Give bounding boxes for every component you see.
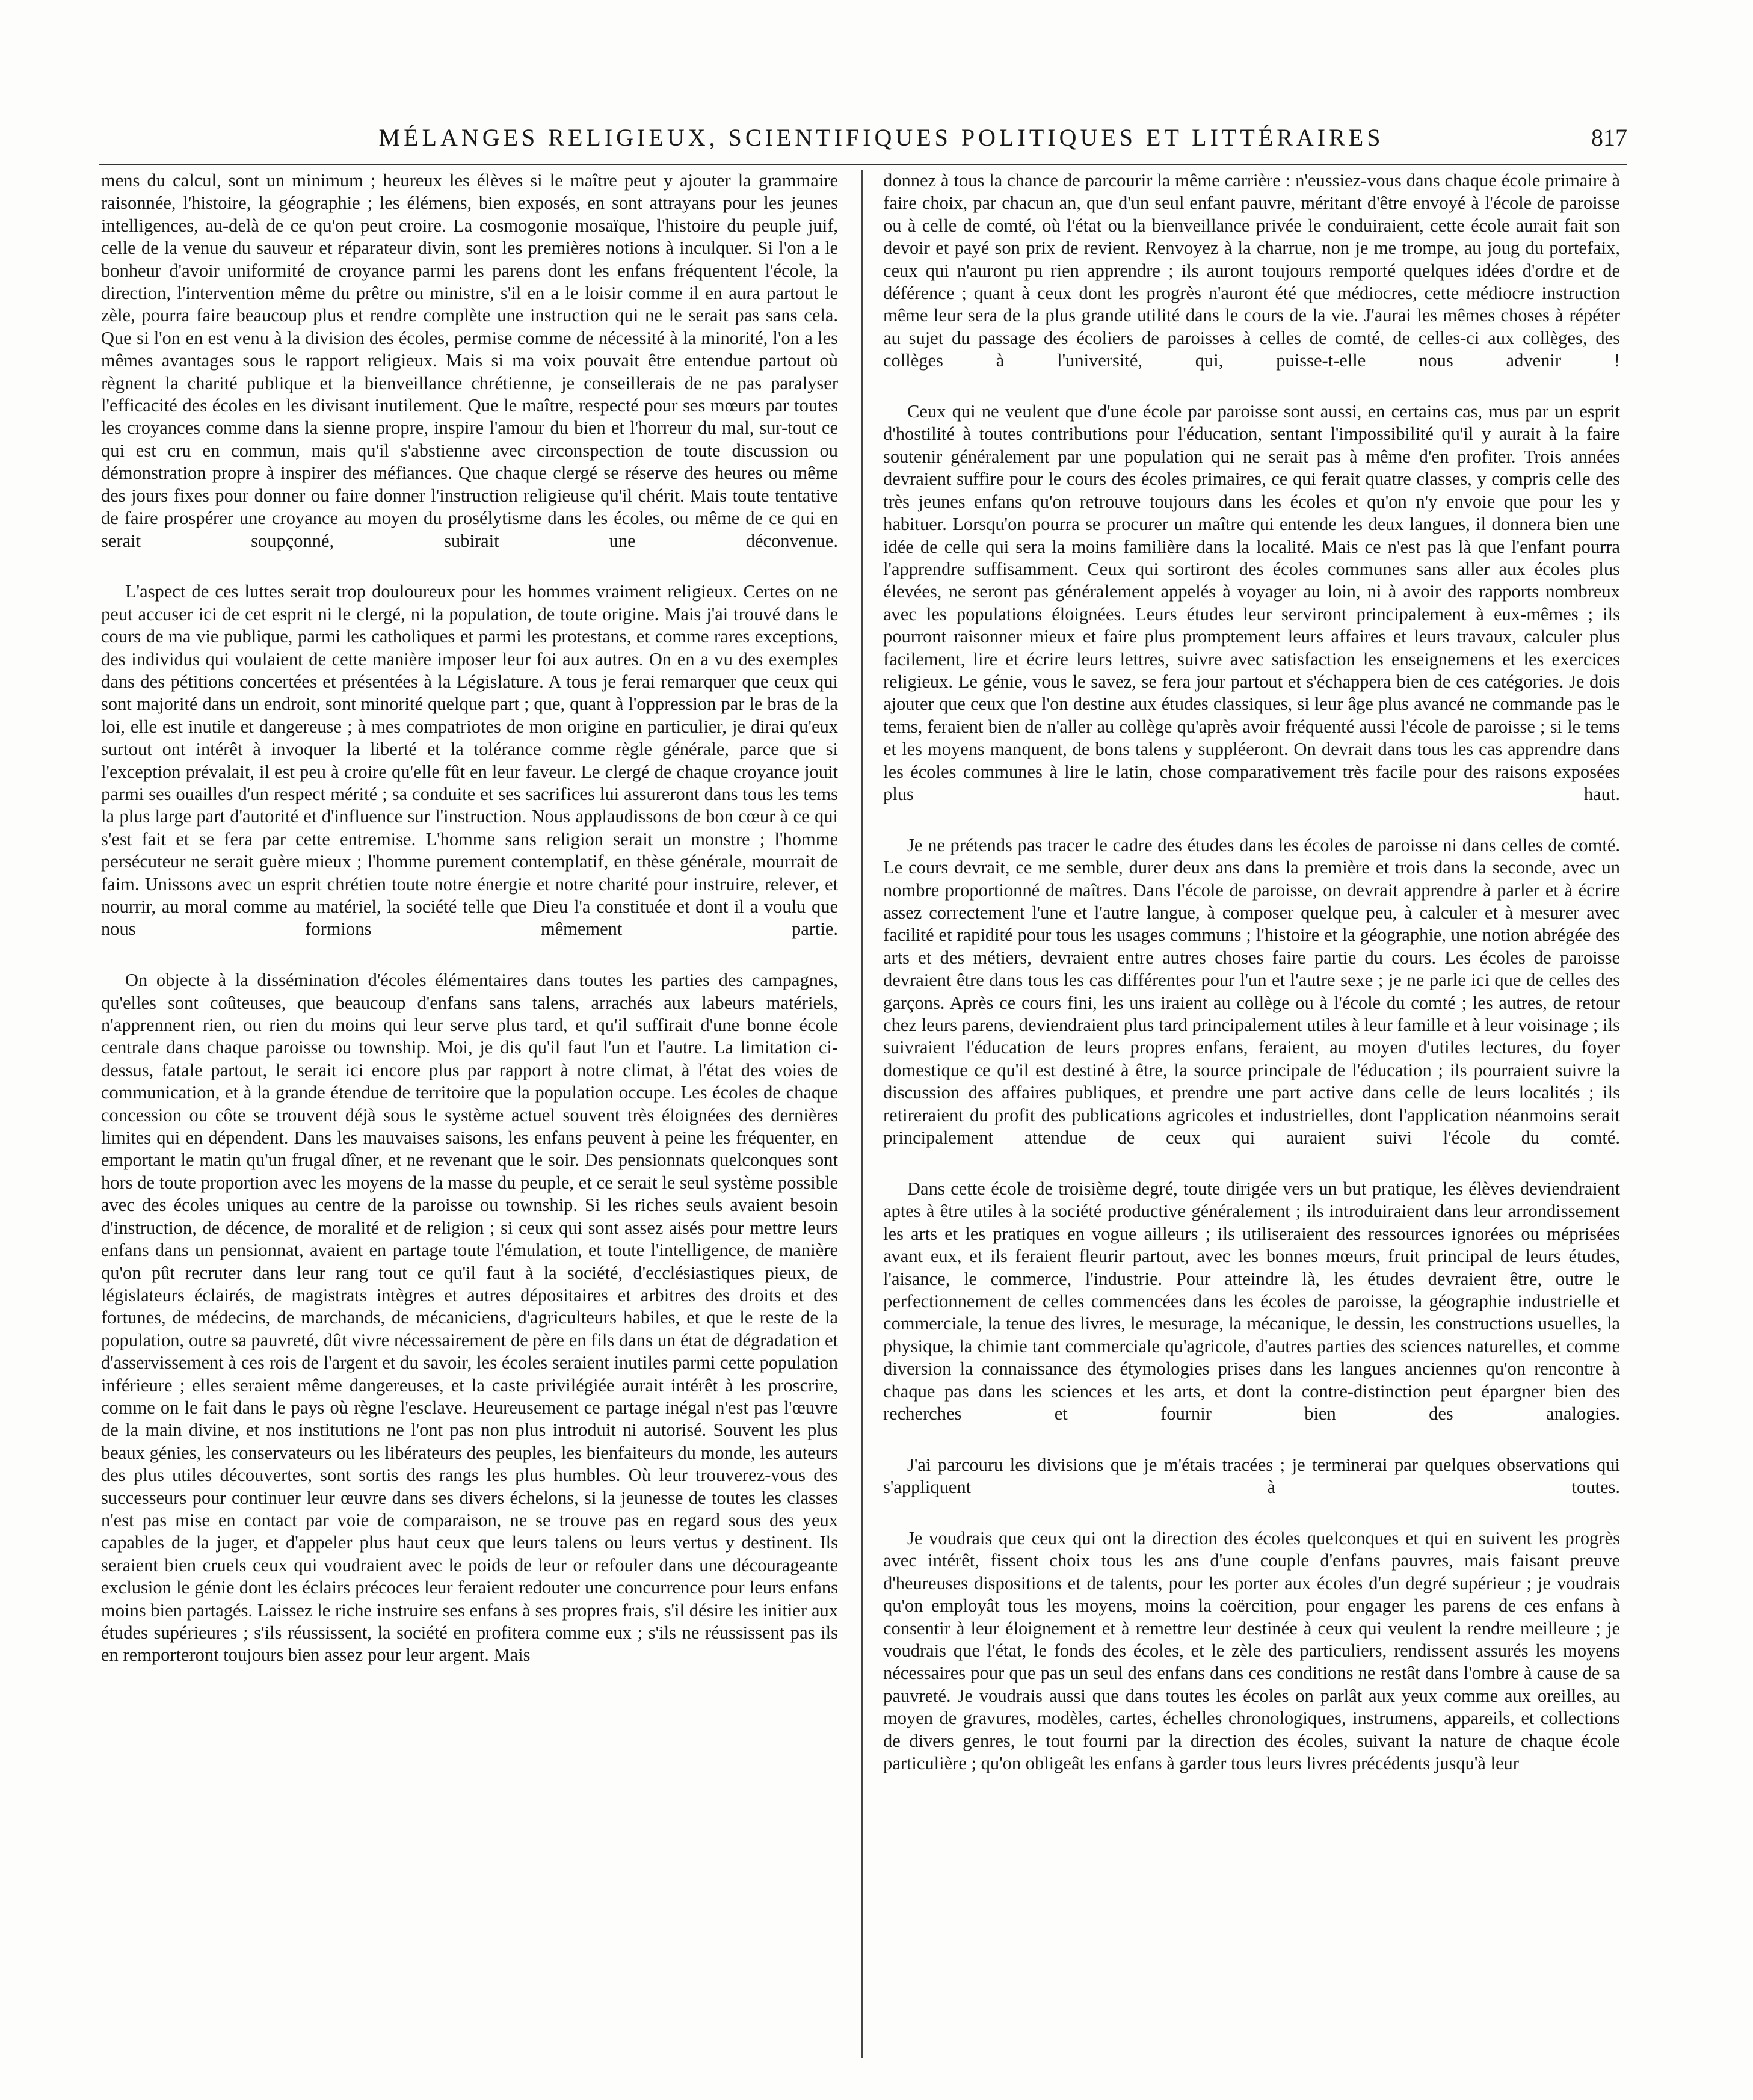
paragraph: On objecte à la dissémination d'écoles élémentaires dans toutes les parties des campagnes, qu'elles sont coûteuses, que beaucoup d'enfans sans talens, arrachés aux labeurs matériels, n'apprennent rien, ou rien du moins qui leur serve plus tard, et qu'il suffirait d'une bonne école centrale dans chaque paroisse ou township. Moi, je dis qu'il faut l'un et l'autre. La limitation ci-dessus, fatale partout, le serait ici encore plus par rapport à notre climat, à l'état des voies de communication, et à la grande étendue de territoire que la population occupe. Les écoles de chaque concession ou côte se trouvent déjà sous le système actuel souvent très éloignées des dernières limites qui en dépendent. Dans les mauvaises saisons, les enfans peuvent à peine les fréquenter, en emportant le matin qu'un frugal dîner, et ne revenant que le soir. Des pensionnats quelconques sont hors de toute proportion avec les moyens de la masse du peuple, et ce serait le seul système possible avec des écoles uniques au centre de la paroisse ou township. Si les riches seuls avaient besoin d'instruction, de décence, de moralité et de religion ; si ceux qui sont assez aisés pour mettre leurs enfans dans un pensionnat, avaient en partage toute l'émulation, et toute l'intelligence, de manière qu'on pût recruter dans leur rang tout ce qu'il faut à la société, d'ecclésiastiques pieux, de législateurs éclairés, de magistrats intègres et autres dépositaires et arbitres des droits et des fortunes, de médecins, de marchands, de mécaniciens, d'agriculteurs habiles, et que le reste de la population, outre sa pauvreté, dût vivre nécessairement de père en fils dans un état de dégradation et d'asservissement à ces rois de l'argent et du savoir, les écoles seraient inutiles parmi cette population inférieure ; elles seraient même dangereuses, et la caste privilégiée aurait intérêt à les proscrire, comme on le fait dans le pays où règne l'esclave. Heureusement ce partage inégal n'est pas l'œuvre de la main divine, et nos institutions ne l'ont pas non plus introduit ni autorisé. Souvent les plus beaux génies, les conservateurs ou les libérateurs des peuples, les bienfaiteurs du monde, les auteurs des plus utiles découvertes, sont sortis des rangs les plus humbles. Où leur trouverez-vous des successeurs pour continuer leur œuvre dans ses divers échelons, si la jeunesse de toutes les classes n'est pas mise en contact par voie de comparaison, ne se trouve pas en regard sous des yeux capables de la juger, et d'appeler plus haut ceux que leurs talens ou leurs vertus y destinent. Ils seraient bien cruels ceux qui voudraient avec le poids de leur or refouler dans une décourageante exclusion le génie dont les éclairs précoces leur feraient redouter une concurrence pour leurs enfans moins bien partagés. Laissez le riche instruire ses enfans à ses propres frais, s'il désire les initier aux études supérieures ; s'ils réussissent, la société en profitera comme eux ; s'ils ne réussissent pas ils en remporteront toujours bien assez pour leur argent. Mais <box>101 970 838 1666</box>
paragraph: Ceux qui ne veulent que d'une école par paroisse sont aussi, en certains cas, mus par un esprit d'hostilité à toutes contributions pour l'éducation, sentant l'impossibilité qu'il y aurait à la faire soutenir généralement par une population qui ne serait pas à même d'en profiter. Trois années devraient suffire pour le cours des écoles primaires, ce qui ferait quatre classes, y compris celle des très jeunes enfans qu'on retrouve toujours dans les écoles et qu'on n'y envoie que pour les y habituer. Lorsqu'on pourra se procurer un maître qui entende les deux langues, il donnera bien une idée de celle qui sera la moins familière dans la localité. Mais ce n'est pas là que l'enfant pourra l'apprendre suffisamment. Ceux qui sortiront des écoles communes sans aller aux écoles plus élevées, ne seront pas généralement appelés à voyager au loin, ni à avoir des rapports nombreux avec les populations éloignées. Leurs études leur serviront principalement à eux-mêmes ; ils pourront raisonner mieux et faire plus promptement leurs affaires et leurs travaux, calculer plus facilement, lire et écrire leurs lettres, suivre avec satisfaction les enseignemens et les exercices religieux. Le génie, vous le savez, se fera jour partout et s'échappera bien de ces catégories. Je dois ajouter que ceux que l'on destine aux études classiques, si leur âge plus avancé ne commande pas le tems, feraient bien de n'aller au collège qu'après avoir fréquenté aussi l'école de paroisse ; si le tems et les moyens manquent, de bons talens y suppléeront. On devrait dans tous les cas apprendre dans les écoles communes à lire le latin, chose comparativement très facile pour des raisons exposées plus haut. <box>883 401 1620 804</box>
paragraph: Je voudrais que ceux qui ont la direction des écoles quelconques et qui en suivent les progrès avec intérêt, fissent choix tous les ans d'une couple d'enfans pauvres, mais faisant preuve d'heureuses dispositions et de talents, pour les porter aux écoles d'un degré supérieur ; je voudrais qu'on employât tous les moyens, moins la coërcition, pour engager les parens de ces enfans à consentir à leur éloignement et à remettre leur destinée à ceux qui veulent la rendre meilleure ; je voudrais que l'état, le fonds des écoles, et le zèle des particuliers, rendissent assurés les moyens nécessaires pour que pas un seul des enfans dans ces conditions ne restât dans l'ombre à cause de sa pauvreté. Je voudrais aussi que dans toutes les écoles on parlât aux yeux comme aux oreilles, au moyen de gravures, modèles, cartes, échelles chronologiques, instrumens, appareils, et collections de divers genres, le tout fourni par la direction des écoles, suivant la nature de chaque école particulière ; qu'on obligeât les enfans à garder tous leurs livres précédents jusqu'à leur <box>883 1527 1620 1774</box>
header-rule <box>99 164 1627 165</box>
column-divider <box>861 170 863 2058</box>
running-title: MÉLANGES RELIGIEUX, SCIENTIFIQUES POLITIQUES ET LITTÉRAIRES <box>378 124 1384 151</box>
right-column <box>883 170 1620 2065</box>
paragraph: donnez à tous la chance de parcourir la même carrière : n'eussiez-vous dans chaque école primaire à faire choix, par chacun an, que d'un seul enfant pauvre, méritant d'être envoyé à l'école de paroisse ou à celle de comté, où l'état ou la bienveillance privée le conduiraient, cette école aurait fait son devoir et payé son prix de revient. Renvoyez à la charrue, non je me trompe, au joug du portefaix, ceux qui n'auront pu rien apprendre ; ils auront toujours remporté quelques idées d'ordre et de déférence ; quant à ceux dont les progrès n'auront été que médiocres, cette médiocre instruction même leur sera de la plus grande utilité dans le cours de la vie. J'aurai les mêmes choses à répéter au sujet du passage des écoliers de paroisses à celles de comté, de celles-ci aux collèges, des collèges à l'université, qui, puisse-t-elle nous advenir ! <box>883 170 1620 371</box>
page-number: 817 <box>1591 124 1627 151</box>
paragraph: mens du calcul, sont un minimum ; heureux les élèves si le maître peut y ajouter la grammaire raisonnée, l'histoire, la géographie ; les élémens, bien exposés, en sont attrayans pour les jeunes intelligences, au-delà de ce qu'on peut croire. La cosmogonie mosaïque, l'histoire du peuple juif, celle de la venue du sauveur et réparateur divin, sont les premières notions à inculquer. Si l'on a le bonheur d'avoir uniformité de croyance parmi les parens dont les enfans fréquentent l'école, la direction, l'intervention même du prêtre ou ministre, s'il en a le loisir comme il en aura partout le zèle, pourra faire beaucoup plus et rendre complète une instruction qui ne le serait pas sans cela. Que si l'on en est venu à la division des écoles, permise comme de nécessité à la minorité, l'on a les mêmes avantages sous le rapport religieux. Mais si ma voix pouvait être entendue partout où règnent la charité publique et la bienveillance chrétienne, je conseillerais de ne pas paralyser l'efficacité des écoles en les divisant inutilement. Que le maître, respecté pour ses mœurs par toutes les croyances comme dans la sienne propre, inspire l'amour du bien et l'horreur du mal, sur-tout ce qui est cru en commun, mais qu'il s'abstienne avec circonspection de toute discussion ou démonstration propre à inspirer des méfiances. Que chaque clergé se réserve des heures ou même des jours fixes pour donner ou faire donner l'instruction religieuse qu'il chérit. Mais toute tentative de faire prospérer une croyance au moyen du prosélytisme dans les écoles, ou même de ce qui en serait soupçonné, subirait une déconvenue. <box>101 170 838 551</box>
page-header <box>99 123 1627 165</box>
paragraph: L'aspect de ces luttes serait trop douloureux pour les hommes vraiment religieux. Certes on ne peut accuser ici de cet esprit ni le clergé, ni la population, de toute origine. Mais j'ai trouvé dans le cours de ma vie publique, parmi les catholiques et parmi les protestans, et comme rares exceptions, des individus qui voulaient de cette manière imposer leur foi aux autres. On en a vu des exemples dans des pétitions concertées et présentées à la Législature. A tous je ferai remarquer que ceux qui sont majorité dans un endroit, sont minorité quelque part ; que, quant à l'oppression par le bras de la loi, elle est inutile et dangereuse ; à mes compatriotes de mon origine en particulier, je dirai qu'eux surtout ont intérêt à invoquer la liberté et la tolérance comme règle générale, parce que si l'exception prévalait, il est peu à croire qu'elle fût en leur faveur. Le clergé de chaque croyance jouit parmi ses ouailles d'un respect mérité ; sa conduite et ses sacrifices lui assureront dans tous les tems la plus large part d'autorité et d'influence sur l'instruction. Nous applaudissons de bon cœur à ce qui s'est fait et se fera par cette entremise. L'homme sans religion serait un monstre ; l'homme persécuteur ne serait guère mieux ; l'homme purement contemplatif, en thèse générale, mourrait de faim. Unissons avec un esprit chrétien toute notre énergie et notre charité pour instruire, relever, et nourrir, au moral comme au matériel, la société telle que Dieu l'a constituée et dont il a voulu que nous formions mêmement partie. <box>101 581 838 940</box>
left-column <box>101 170 838 2065</box>
paragraph: Dans cette école de troisième degré, toute dirigée vers un but pratique, les élèves deviendraient aptes à être utiles à la société productive généralement ; ils introduiraient dans leur arrondissement les arts et les pratiques en vogue ailleurs ; ils utiliseraient des ressources ignorées ou méprisées avant eux, et ils feraient fleurir partout, avec les bonnes mœurs, fruit principal de leurs études, l'aisance, le commerce, l'industrie. Pour atteindre là, les études devraient être, outre le perfectionnement de celles commencées dans les écoles de paroisse, la géographie industrielle et commerciale, la tenue des livres, le mesurage, la mécanique, le dessin, les constructions usuelles, la physique, la chimie tant commerciale qu'agricole, d'autres parties des sciences naturelles, et comme diversion la connaissance des étymologies prises dans les langues anciennes qu'on rencontre à chaque pas dans les sciences et les arts, et dont la contre-distinction peut épargner bien des recherches et fournir bien des analogies. <box>883 1178 1620 1424</box>
paragraph: J'ai parcouru les divisions que je m'étais tracées ; je terminerai par quelques observations qui s'appliquent à toutes. <box>883 1454 1620 1498</box>
paragraph: Je ne prétends pas tracer le cadre des études dans les écoles de paroisse ni dans celles de comté. Le cours devrait, ce me semble, durer deux ans dans la première et trois dans la seconde, avec un nombre proportionné de maîtres. Dans l'école de paroisse, on devrait apprendre à parler et à écrire assez correctement l'une et l'autre langue, à composer quelque peu, à calculer et à mesurer avec facilité et rapidité pour tous les usages communs ; l'histoire et la géographie, une notion abrégée des arts et des métiers, devraient entre autres choses faire partie du cours. Les écoles de paroisse devraient être dans tous les cas différentes pour l'un et l'autre sexe ; je ne parle ici que de celles des garçons. Après ce cours fini, les uns iraient au collège ou à l'école du comté ; les autres, de retour chez leurs parens, deviendraient plus tard principalement utiles à leur famille et à leur voisinage ; ils suivraient l'éducation de leurs propres enfans, feraient, au moyen d'utiles lectures, du foyer domestique ce qu'il est destiné à être, la source principale de l'éducation ; ils pourraient suivre la discussion des affaires publiques, et prendre une part active dans celle de leurs localités ; ils retireraient du profit des publications agricoles et industrielles, dont l'application néanmoins serait principalement attendue de ceux qui auraient suivi l'école du comté. <box>883 834 1620 1148</box>
